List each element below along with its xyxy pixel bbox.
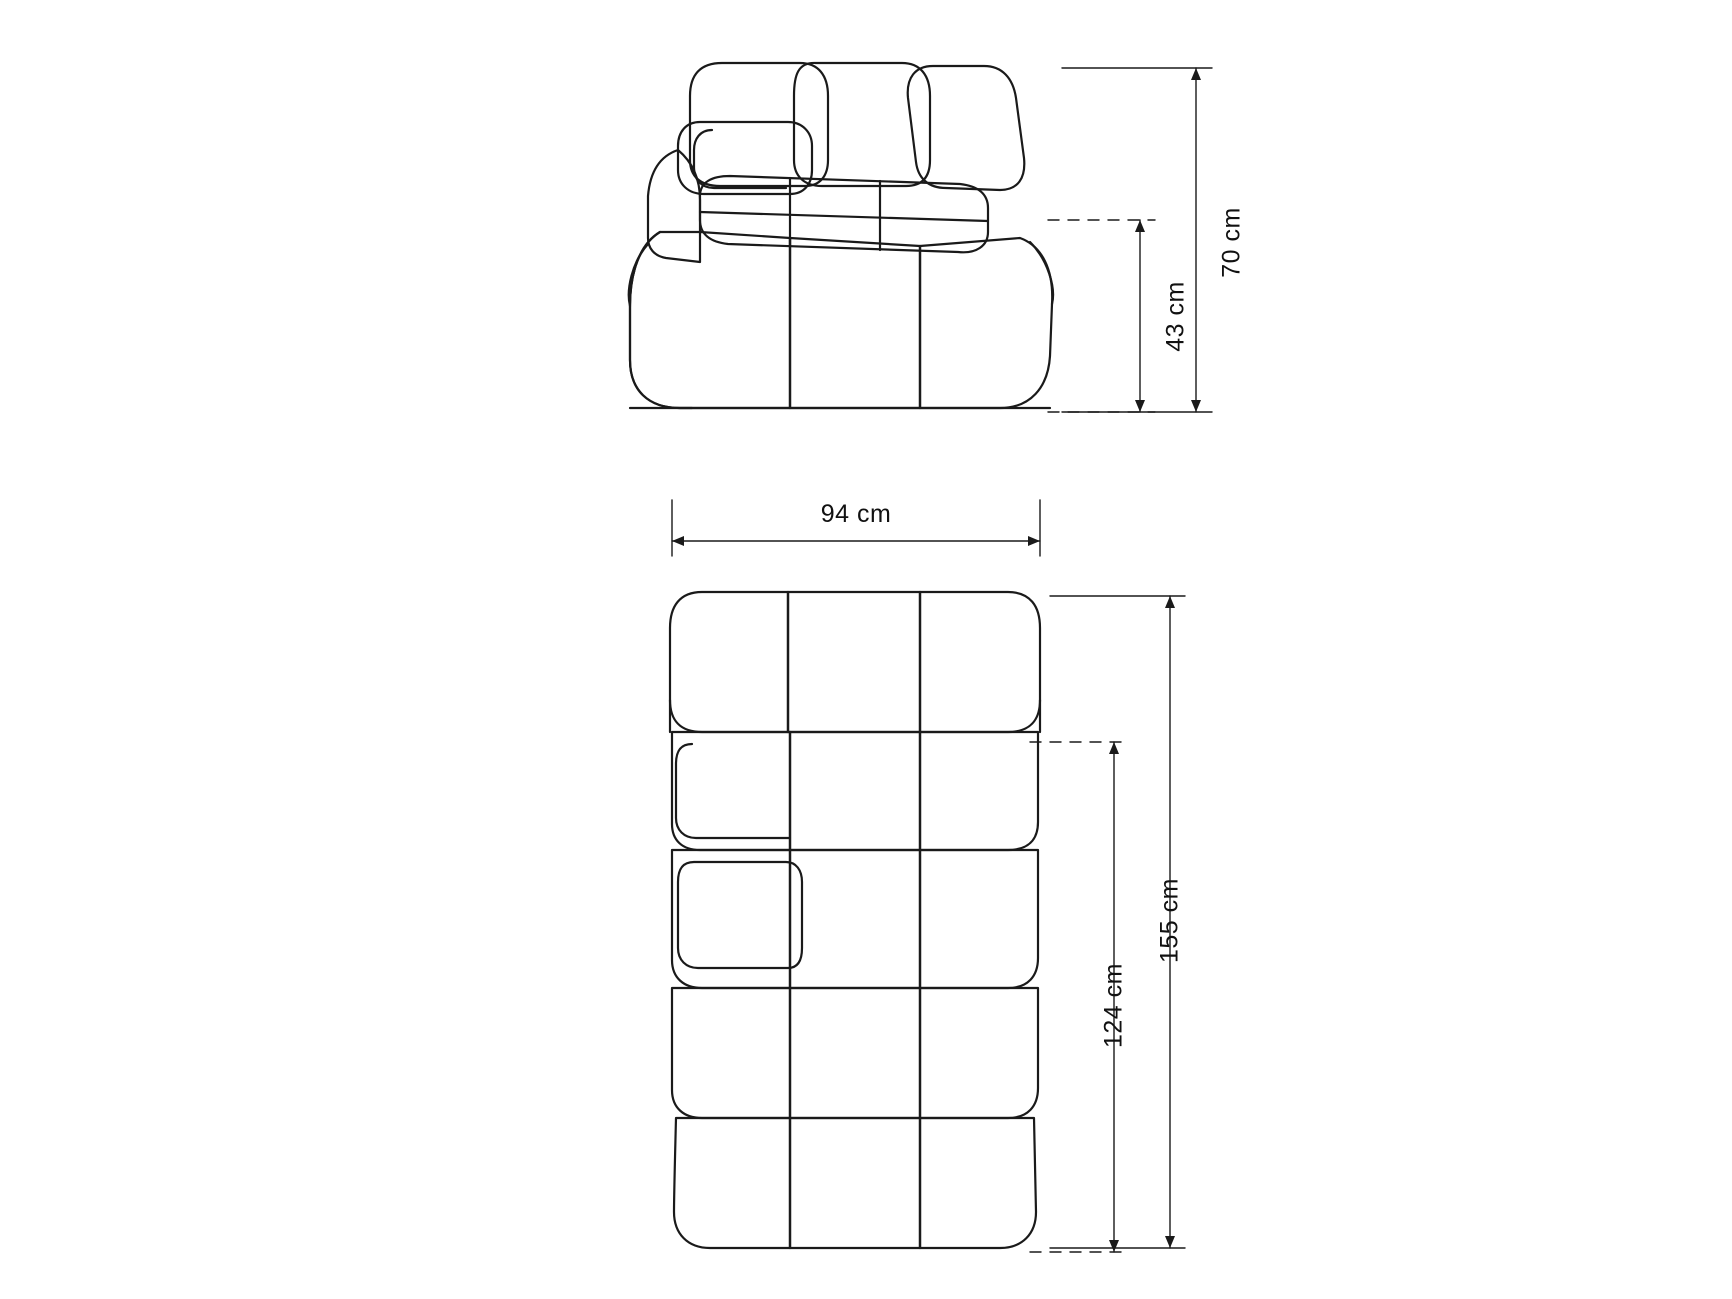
dim-70-arrow-top xyxy=(1191,68,1201,80)
plan-row3-right xyxy=(920,850,1038,988)
plan-backrest-center xyxy=(788,592,920,732)
armrest-left-inner xyxy=(694,130,786,188)
backrest-cushion-left xyxy=(690,63,828,186)
backrest-cushion-right xyxy=(908,66,1025,190)
plan-backrest-right xyxy=(920,592,1040,732)
plan-row5-center xyxy=(790,1118,920,1248)
dim-124-arrow-bottom xyxy=(1109,1240,1119,1252)
dim-43-arrow-top xyxy=(1135,220,1145,232)
plan-row2-inner-left-pad xyxy=(676,744,790,838)
dim-70-arrow-bottom xyxy=(1191,400,1201,412)
front-elevation-view xyxy=(629,63,1053,408)
base-cushion-center xyxy=(790,238,920,408)
dim-124-arrow-top xyxy=(1109,742,1119,754)
plan-row3-arm-pad xyxy=(678,862,802,968)
dim-155-arrow-bottom xyxy=(1165,1236,1175,1248)
dimension-label-seat-depth-124: 124 cm xyxy=(1099,963,1128,1048)
plan-row5-right xyxy=(920,1118,1036,1248)
plan-view-dimensions xyxy=(672,500,1185,1252)
dimension-label-width-94: 94 cm xyxy=(820,500,892,528)
plan-row2-right xyxy=(920,732,1038,850)
base-right-edge xyxy=(1030,242,1053,304)
plan-row4-right xyxy=(920,988,1038,1118)
plan-row2-left xyxy=(672,732,790,850)
dimension-label-height-70: 70 cm xyxy=(1217,207,1246,278)
dim-94-arrow-left xyxy=(672,536,684,546)
seat-seam-3 xyxy=(700,212,988,221)
dimension-label-seat-height-43: 43 cm xyxy=(1161,281,1190,352)
plan-backrest-left xyxy=(670,592,788,732)
plan-row4-center xyxy=(790,988,920,1118)
plan-row2-center xyxy=(790,732,920,850)
arm-body-left xyxy=(648,150,700,262)
plan-row3-center xyxy=(790,850,920,988)
dimension-label-depth-155: 155 cm xyxy=(1155,878,1184,963)
plan-row5-left xyxy=(674,1118,790,1248)
top-plan-view xyxy=(670,592,1040,1248)
plan-row4-left xyxy=(672,988,790,1118)
dim-94-arrow-right xyxy=(1028,536,1040,546)
dim-155-arrow-top xyxy=(1165,596,1175,608)
base-left-edge xyxy=(629,244,648,306)
base-cushion-left xyxy=(630,232,790,408)
dim-43-arrow-bottom xyxy=(1135,400,1145,412)
base-cushion-right xyxy=(920,238,1052,408)
